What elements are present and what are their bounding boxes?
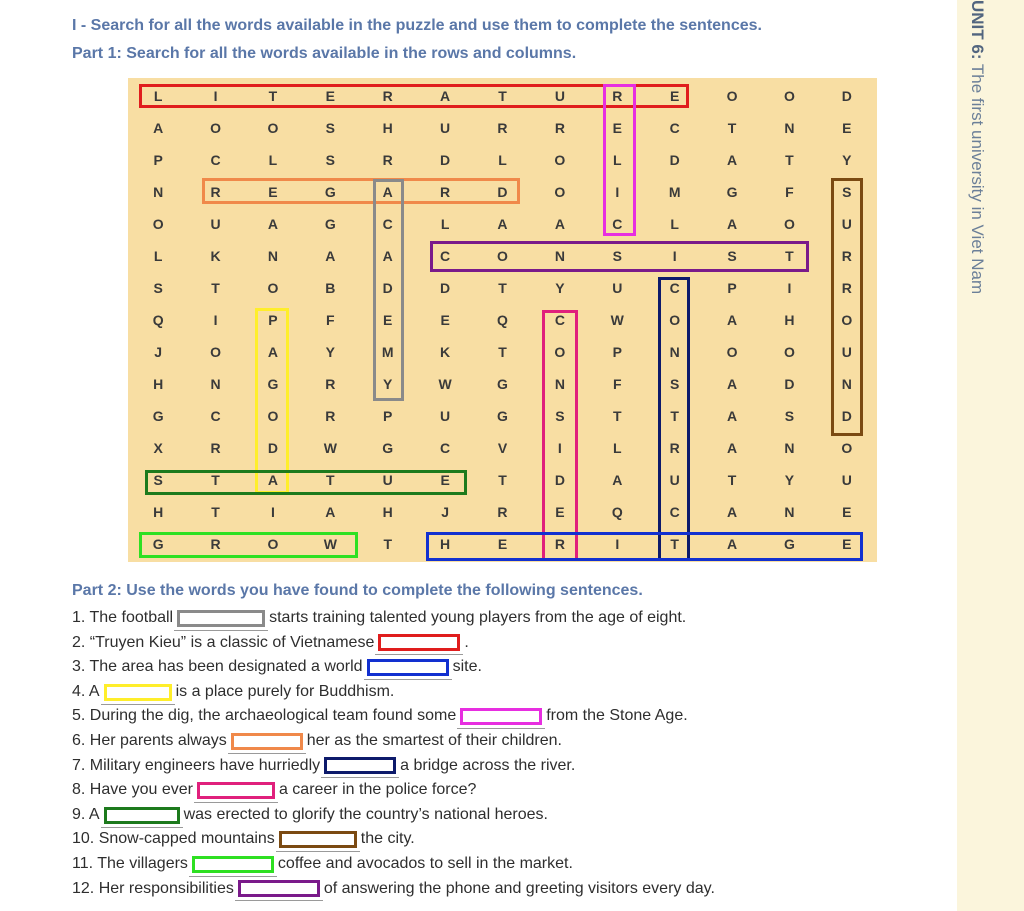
grid-cell[interactable]: U [188,209,242,238]
sentence-text-after: from the Stone Age. [546,707,688,725]
grid-cell[interactable]: L [418,209,472,238]
grid-cell[interactable]: O [246,402,300,431]
grid-cell[interactable]: R [188,530,242,559]
grid-cell[interactable]: G [303,209,357,238]
grid-cell[interactable]: O [705,338,759,367]
sentence-text-after: a career in the police force? [278,781,477,799]
grid-cell[interactable]: C [418,434,472,463]
grid-cell[interactable]: R [475,113,529,142]
grid-cell[interactable]: L [590,434,644,463]
answer-blank[interactable] [177,610,265,627]
grid-cell[interactable]: C [361,209,415,238]
grid-cell[interactable]: H [361,498,415,527]
grid-cell[interactable]: G [361,434,415,463]
part2-heading: Part 2: Use the words you have found to complete the following sentences. [72,582,643,599]
grid-cell[interactable]: O [246,273,300,302]
grid-cell[interactable]: D [418,273,472,302]
grid-cell[interactable]: M [647,177,701,206]
grid-cell[interactable]: S [820,177,874,206]
answer-blank[interactable] [231,733,303,750]
grid-cell[interactable]: I [590,530,644,559]
grid-cell[interactable]: U [647,466,701,495]
grid-cell[interactable]: R [188,177,242,206]
grid-cell[interactable]: A [705,305,759,334]
sentence-text-before: 4. A [72,682,100,700]
grid-cell[interactable]: P [705,273,759,302]
grid-cell[interactable]: E [246,177,300,206]
grid-cell[interactable]: A [246,338,300,367]
grid-cell[interactable]: W [418,370,472,399]
grid-cell[interactable]: E [361,305,415,334]
grid-cell[interactable]: N [820,370,874,399]
sentence-text-before: 1. The football [72,609,174,626]
grid-cell[interactable]: H [762,305,816,334]
grid-cell[interactable]: G [131,530,185,559]
sentence-text-before: 11. The villagers [72,854,188,872]
sentence-text-after: the city. [360,830,415,848]
grid-cell[interactable]: T [246,81,300,110]
grid-cell[interactable]: A [131,113,185,142]
grid-cell[interactable]: N [131,177,185,206]
grid-cell[interactable]: F [590,370,644,399]
grid-cell[interactable]: O [647,305,701,334]
grid-cell[interactable]: S [131,466,185,495]
grid-cell[interactable]: S [131,273,185,302]
sentence-text-after: . [464,633,469,651]
grid-cell[interactable]: Q [131,305,185,334]
grid-cell[interactable]: Y [762,466,816,495]
sentence-3 [72,655,715,680]
grid-cell[interactable]: D [475,177,529,206]
sentence-text-before: 7. Military engineers have hurriedly [72,756,321,774]
grid-cell[interactable]: L [647,209,701,238]
grid-cell[interactable]: P [246,305,300,334]
grid-cell[interactable]: S [590,241,644,270]
grid-cell[interactable]: A [705,498,759,527]
grid-cell[interactable]: G [303,177,357,206]
grid-cell[interactable]: U [533,81,587,110]
grid-cell[interactable]: U [820,338,874,367]
part1-heading: Part 1: Search for all the words available in the rows and columns. [72,45,577,62]
grid-cell[interactable]: A [303,498,357,527]
sentence-1 [72,606,715,631]
grid-cell[interactable]: G [131,402,185,431]
sentence-text-before: 10. Snow-capped mountains [72,830,275,848]
grid-cell[interactable]: T [762,241,816,270]
grid-cell[interactable]: P [131,145,185,174]
grid-cell[interactable]: N [533,241,587,270]
grid-cell[interactable]: D [533,466,587,495]
grid-cell[interactable]: O [705,81,759,110]
grid-cell[interactable]: H [131,498,185,527]
grid-cell[interactable]: N [246,241,300,270]
grid-cell[interactable]: A [705,530,759,559]
grid-cell[interactable]: R [303,370,357,399]
grid-cell[interactable]: N [533,370,587,399]
grid-cell[interactable]: O [820,434,874,463]
grid-cell[interactable]: R [361,81,415,110]
answer-blank[interactable] [104,684,172,701]
grid-cell[interactable]: U [590,273,644,302]
grid-cell[interactable]: B [303,273,357,302]
grid-cell[interactable]: A [361,177,415,206]
sentence-9 [72,803,715,828]
grid-cell[interactable]: Y [533,273,587,302]
grid-cell[interactable]: E [475,530,529,559]
grid-cell[interactable]: Y [820,145,874,174]
grid-cell[interactable]: F [303,305,357,334]
grid-cell[interactable]: O [246,530,300,559]
grid-cell[interactable]: O [188,338,242,367]
sentence-text-after: was erected to glorify the country’s national heroes. [183,805,548,823]
grid-cell[interactable]: R [361,145,415,174]
grid-cell[interactable]: A [475,209,529,238]
grid-cell[interactable]: E [820,498,874,527]
sentence-text-before: 8. Have you ever [72,781,193,799]
unit-number: UNIT 6: [968,0,987,60]
grid-cell[interactable]: G [475,370,529,399]
grid-cell[interactable]: S [303,113,357,142]
sentence-6 [72,729,715,754]
grid-cell[interactable]: L [590,145,644,174]
grid-cell[interactable]: G [475,402,529,431]
grid-cell[interactable]: O [533,338,587,367]
grid-cell[interactable]: T [647,530,701,559]
grid-cell[interactable]: V [475,434,529,463]
answer-blank[interactable] [197,782,275,799]
grid-cell[interactable]: I [590,177,644,206]
grid-cell[interactable]: L [131,241,185,270]
grid-cell[interactable]: U [418,402,472,431]
grid-cell[interactable]: M [361,338,415,367]
answer-blank[interactable] [378,634,460,651]
sentence-text-after: a bridge across the river. [400,756,576,774]
grid-cell[interactable]: O [188,113,242,142]
grid-cell[interactable]: H [131,370,185,399]
grid-cell[interactable]: R [533,113,587,142]
grid-cell[interactable]: S [762,402,816,431]
grid-cell[interactable]: N [762,113,816,142]
grid-cell[interactable]: T [475,81,529,110]
grid-cell[interactable]: O [820,305,874,334]
grid-cell[interactable]: A [705,145,759,174]
grid-cell[interactable]: N [762,498,816,527]
grid-cell[interactable]: T [188,466,242,495]
grid-cell[interactable]: S [647,370,701,399]
grid-cell[interactable]: A [590,466,644,495]
grid-cell[interactable]: I [762,273,816,302]
grid-cell[interactable]: G [705,177,759,206]
grid-cell[interactable]: U [820,209,874,238]
grid-cell[interactable]: I [533,434,587,463]
grid-cell[interactable]: Q [475,305,529,334]
grid-cell[interactable]: H [361,113,415,142]
grid-cell[interactable]: T [705,113,759,142]
grid-cell[interactable]: E [647,81,701,110]
grid-cell[interactable]: I [647,241,701,270]
grid-cell[interactable]: E [820,113,874,142]
grid-cell[interactable]: S [705,241,759,270]
grid-cell[interactable]: O [762,338,816,367]
grid-cell[interactable]: E [590,113,644,142]
grid-cell[interactable]: G [762,530,816,559]
grid-cell[interactable]: C [418,241,472,270]
sentence-text-before: 12. Her responsibilities [72,879,234,897]
grid-cell[interactable]: D [647,145,701,174]
unit-name: The first university in Viet Nam [968,59,987,295]
sentence-text-before: 5. During the dig, the archaeological team found some [72,707,457,725]
grid-cell[interactable]: A [246,209,300,238]
sentence-text-after: coffee and avocados to sell in the market. [277,854,573,872]
grid-cell[interactable]: Y [361,370,415,399]
grid-cell[interactable]: N [647,338,701,367]
grid-cell[interactable]: Y [303,338,357,367]
grid-cell[interactable]: R [533,530,587,559]
grid-cell[interactable]: E [418,305,472,334]
grid-cell[interactable]: P [361,402,415,431]
section-instruction: I - Search for all the words available in the puzzle and use them to complete the sentences. [72,17,762,34]
sentence-12 [72,877,715,902]
grid-cell[interactable]: R [647,434,701,463]
sentence-text-before: 2. “Truyen Kieu” is a classic of Vietnamese [72,633,375,651]
grid-cell[interactable]: L [475,145,529,174]
answer-blank[interactable] [324,757,396,774]
grid-cell[interactable]: E [533,498,587,527]
grid-cell[interactable]: I [188,305,242,334]
sentence-4 [72,680,715,705]
grid-cell[interactable]: S [533,402,587,431]
answer-blank[interactable] [279,831,357,848]
sentence-text-before: 6. Her parents always [72,731,227,749]
grid-cell[interactable]: T [705,466,759,495]
grid-cell[interactable]: O [533,145,587,174]
grid-cell[interactable]: A [705,434,759,463]
sentence-text-after: site. [452,658,482,676]
grid-cell[interactable]: A [533,209,587,238]
grid-cell[interactable]: R [303,402,357,431]
grid-cell[interactable]: E [303,81,357,110]
grid-cell[interactable]: O [762,81,816,110]
sentence-8 [72,778,715,803]
grid-cell[interactable]: O [246,113,300,142]
grid-cell[interactable]: C [533,305,587,334]
sentence-5 [72,704,715,729]
grid-cell[interactable]: C [188,402,242,431]
grid-cell[interactable]: C [590,209,644,238]
word-search-grid [128,78,877,562]
grid-cell[interactable]: Q [590,498,644,527]
grid-cell[interactable]: T [475,273,529,302]
grid-cell[interactable]: U [361,466,415,495]
sentence-text-after: starts training talented young players from the age of eight. [269,609,687,626]
grid-cell[interactable]: A [705,370,759,399]
grid-cell[interactable]: L [131,81,185,110]
sentence-text-after: of answering the phone and greeting visitors every day. [323,879,715,897]
grid-cell[interactable]: T [188,498,242,527]
grid-cell[interactable]: T [762,145,816,174]
grid-cell[interactable]: O [533,177,587,206]
unit-title [962,0,992,340]
grid-cell[interactable]: D [418,145,472,174]
grid-cell[interactable]: C [647,273,701,302]
grid-cell[interactable]: U [418,113,472,142]
grid-cell[interactable]: K [418,338,472,367]
grid-cell[interactable]: T [188,273,242,302]
grid-cell[interactable]: I [246,498,300,527]
grid-cell[interactable]: D [361,273,415,302]
sentence-text-after: her as the smartest of their children. [306,731,562,749]
grid-cell[interactable]: N [762,434,816,463]
grid-cell[interactable]: A [303,241,357,270]
answer-blank[interactable] [460,708,542,725]
sentence-10 [72,827,715,852]
grid-cell[interactable]: T [475,338,529,367]
grid-cell[interactable]: T [647,402,701,431]
grid-cell[interactable]: D [762,370,816,399]
grid-cell[interactable]: A [418,81,472,110]
grid-cell[interactable]: J [131,338,185,367]
grid-cell[interactable]: P [590,338,644,367]
grid-cell[interactable]: O [131,209,185,238]
grid-cell[interactable]: R [590,81,644,110]
sentence-11 [72,852,715,877]
grid-cell[interactable]: R [820,273,874,302]
answer-blank[interactable] [238,880,320,897]
grid-cell[interactable]: T [303,466,357,495]
grid-cell[interactable]: W [303,434,357,463]
grid-cell[interactable]: T [361,530,415,559]
grid-cell[interactable]: A [705,402,759,431]
grid-cell[interactable]: C [647,113,701,142]
answer-blank[interactable] [367,659,449,676]
grid-cell[interactable]: X [131,434,185,463]
grid-cell[interactable]: R [820,241,874,270]
grid-cell[interactable]: R [188,434,242,463]
grid-cell[interactable]: H [418,530,472,559]
grid-cell[interactable]: U [820,466,874,495]
grid-cell[interactable]: E [820,530,874,559]
grid-cell[interactable]: S [303,145,357,174]
grid-cell[interactable]: J [418,498,472,527]
sentence-text-after: is a place purely for Buddhism. [175,682,395,700]
sentence-text-before: 3. The area has been designated a world [72,658,363,676]
grid-cell[interactable]: T [475,466,529,495]
grid-cell[interactable]: I [188,81,242,110]
grid-cell[interactable]: O [475,241,529,270]
answer-blank[interactable] [192,856,274,873]
answer-blank[interactable] [104,807,180,824]
sentence-2 [72,631,715,656]
grid-cell[interactable]: W [590,305,644,334]
grid-cell[interactable]: L [246,145,300,174]
grid-cell[interactable]: E [418,466,472,495]
grid-cell[interactable]: D [820,402,874,431]
grid-cell[interactable]: C [647,498,701,527]
grid-cell[interactable]: F [762,177,816,206]
grid-cell[interactable]: C [188,145,242,174]
grid-cell[interactable]: R [475,498,529,527]
grid-cell[interactable]: O [762,209,816,238]
grid-cell[interactable]: D [820,81,874,110]
sentence-7 [72,754,715,779]
grid-cell[interactable]: T [590,402,644,431]
sentence-text-before: 9. A [72,805,100,823]
sentence-list [72,606,715,901]
grid-cell[interactable]: K [188,241,242,270]
grid-cell[interactable]: A [705,209,759,238]
grid-cell[interactable]: N [188,370,242,399]
grid-cell[interactable]: A [246,466,300,495]
grid-cell[interactable]: R [418,177,472,206]
grid-cell[interactable]: A [361,241,415,270]
grid-cell[interactable]: W [303,530,357,559]
grid-cell[interactable]: G [246,370,300,399]
grid-cell[interactable]: D [246,434,300,463]
